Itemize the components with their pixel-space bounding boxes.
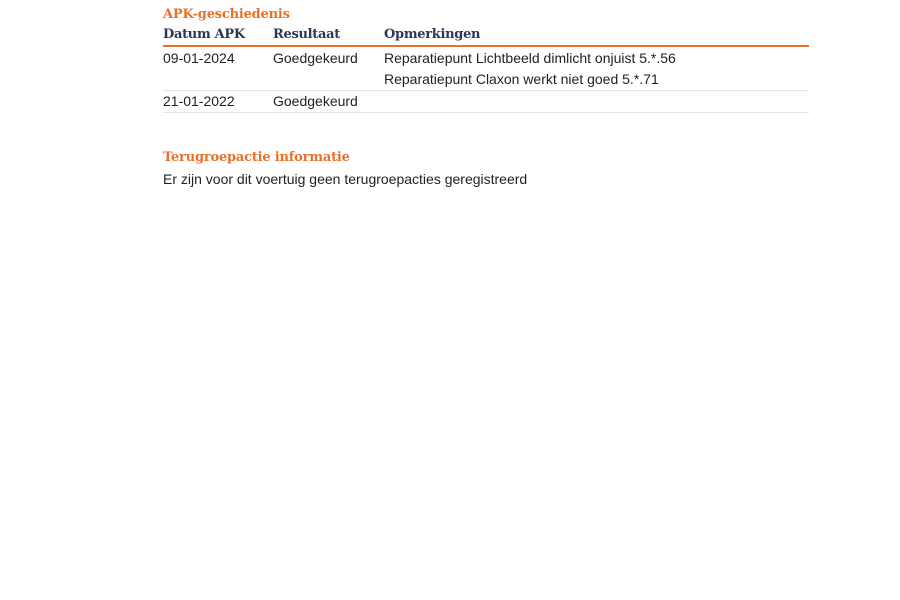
recall-info-section: [163, 149, 809, 189]
table-row: [163, 91, 809, 113]
column-header-date: Datum APK: [163, 26, 273, 46]
apk-result-cell: Goedgekeurd: [273, 46, 384, 91]
apk-date-cell: 21-01-2022: [163, 91, 273, 113]
remark-line: Reparatiepunt Lichtbeeld dimlicht onjuist 5.*.56: [384, 50, 676, 66]
remark-line: [384, 91, 809, 112]
table-row: [163, 46, 809, 91]
apk-remarks-cell: [384, 91, 809, 113]
apk-result-cell: Goedgekeurd: [273, 91, 384, 113]
apk-remarks-cell: [384, 46, 809, 91]
apk-history-table: [163, 26, 809, 113]
column-header-remarks: Opmerkingen: [384, 26, 809, 46]
apk-history-title: APK-geschiedenis: [163, 7, 290, 22]
remark-line: Reparatiepunt Claxon werkt niet goed 5.*.71: [384, 71, 659, 87]
recall-info-text: Er zijn voor dit voertuig geen terugroepacties geregistreerd: [163, 171, 528, 187]
recall-info-title: Terugroepactie informatie: [163, 150, 350, 165]
column-header-result: Resultaat: [273, 26, 384, 46]
apk-date-cell: 09-01-2024: [163, 46, 273, 91]
table-header-row: [163, 26, 809, 46]
apk-history-section: [163, 6, 809, 113]
